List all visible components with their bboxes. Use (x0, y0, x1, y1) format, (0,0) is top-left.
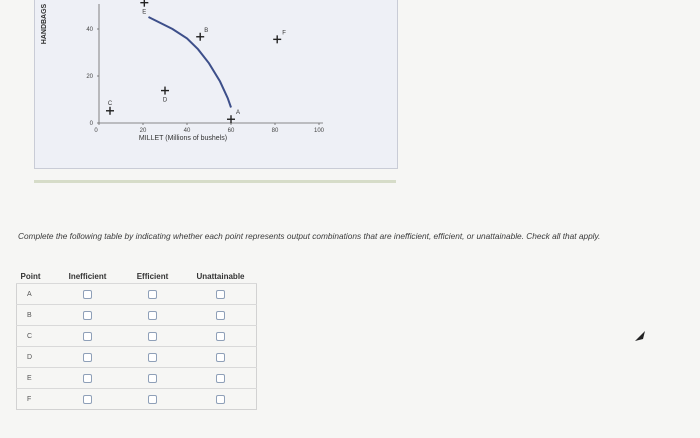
efficient-cell (121, 305, 185, 326)
table-row (17, 368, 257, 389)
x-tick-label: 20 (139, 128, 147, 134)
point-c (106, 101, 114, 115)
inefficient-cell (55, 305, 121, 326)
unattainable-checkbox-c[interactable] (216, 332, 225, 341)
points-layer (106, 0, 286, 123)
table-row (17, 305, 257, 326)
y-tick-label: 20 (86, 74, 93, 80)
y-axis-title: HANDBAGS (41, 3, 48, 45)
unattainable-checkbox-f[interactable] (216, 395, 225, 404)
inefficient-checkbox-a[interactable] (83, 290, 92, 299)
inefficient-checkbox-c[interactable] (83, 332, 92, 341)
inefficient-cell (55, 389, 121, 410)
answer-table (16, 269, 257, 410)
efficient-cell (121, 284, 185, 305)
ppf-chart (34, 0, 398, 169)
efficient-cell (121, 347, 185, 368)
inefficient-cell (55, 284, 121, 305)
chart-svg (35, 0, 397, 168)
row-point-label: F (17, 389, 55, 410)
header-unattainable: Unattainable (196, 271, 245, 281)
table-body (17, 284, 257, 410)
point-f (273, 30, 286, 43)
instructions-text: Complete the following table by indicating whether each point represents output combinations that are inefficient, efficient, or unattainable. Check all that apply. (18, 231, 601, 241)
point-a (227, 110, 240, 123)
table-header-row (17, 269, 257, 284)
header-efficient: Efficient (136, 271, 169, 281)
efficient-checkbox-c[interactable] (148, 332, 157, 341)
point-label: A (236, 110, 241, 117)
inefficient-cell (55, 326, 121, 347)
inefficient-cell (55, 347, 121, 368)
point-b (196, 28, 208, 41)
axes (86, 4, 324, 134)
x-tick-label: 40 (183, 128, 191, 134)
x-tick-label: 80 (271, 128, 279, 134)
inefficient-checkbox-f[interactable] (83, 395, 92, 404)
efficient-cell (121, 368, 185, 389)
x-tick-label: 100 (313, 128, 325, 134)
unattainable-checkbox-d[interactable] (216, 353, 225, 362)
unattainable-cell (185, 326, 257, 347)
divider (34, 180, 396, 183)
row-point-label: D (17, 347, 55, 368)
efficient-checkbox-f[interactable] (148, 395, 157, 404)
point-e (140, 0, 148, 16)
point-label: E (142, 9, 147, 16)
row-point-label: C (17, 326, 55, 347)
unattainable-cell (185, 284, 257, 305)
unattainable-cell (185, 368, 257, 389)
y-tick-label: 0 (89, 121, 93, 127)
efficient-checkbox-d[interactable] (148, 353, 157, 362)
mouse-cursor-icon (634, 330, 646, 342)
table-row (17, 347, 257, 368)
unattainable-checkbox-e[interactable] (216, 374, 225, 383)
unattainable-checkbox-a[interactable] (216, 290, 225, 299)
efficient-checkbox-e[interactable] (148, 374, 157, 383)
efficient-cell (121, 326, 185, 347)
efficient-checkbox-b[interactable] (148, 311, 157, 320)
inefficient-checkbox-e[interactable] (83, 374, 92, 383)
efficient-cell (121, 389, 185, 410)
inefficient-checkbox-b[interactable] (83, 311, 92, 320)
header-point: Point (20, 271, 41, 281)
unattainable-checkbox-b[interactable] (216, 311, 225, 320)
unattainable-cell (185, 347, 257, 368)
table-row (17, 389, 257, 410)
x-tick-label: 60 (227, 128, 235, 134)
x-tick-label: 0 (94, 128, 98, 134)
ppf-curve (148, 17, 231, 108)
row-point-label: E (17, 368, 55, 389)
table-row (17, 326, 257, 347)
unattainable-cell (185, 305, 257, 326)
point-label: F (282, 30, 286, 37)
inefficient-cell (55, 368, 121, 389)
table-row (17, 284, 257, 305)
row-point-label: A (17, 284, 55, 305)
row-point-label: B (17, 305, 55, 326)
point-label: B (204, 27, 209, 34)
y-tick-label: 40 (86, 27, 93, 33)
point-d (161, 87, 169, 104)
point-label: D (162, 97, 168, 104)
point-label: C (107, 100, 113, 107)
header-inefficient: Inefficient (68, 271, 107, 281)
efficient-checkbox-a[interactable] (148, 290, 157, 299)
x-axis-title: MILLET (Millions of bushels) (138, 135, 228, 142)
unattainable-cell (185, 389, 257, 410)
inefficient-checkbox-d[interactable] (83, 353, 92, 362)
